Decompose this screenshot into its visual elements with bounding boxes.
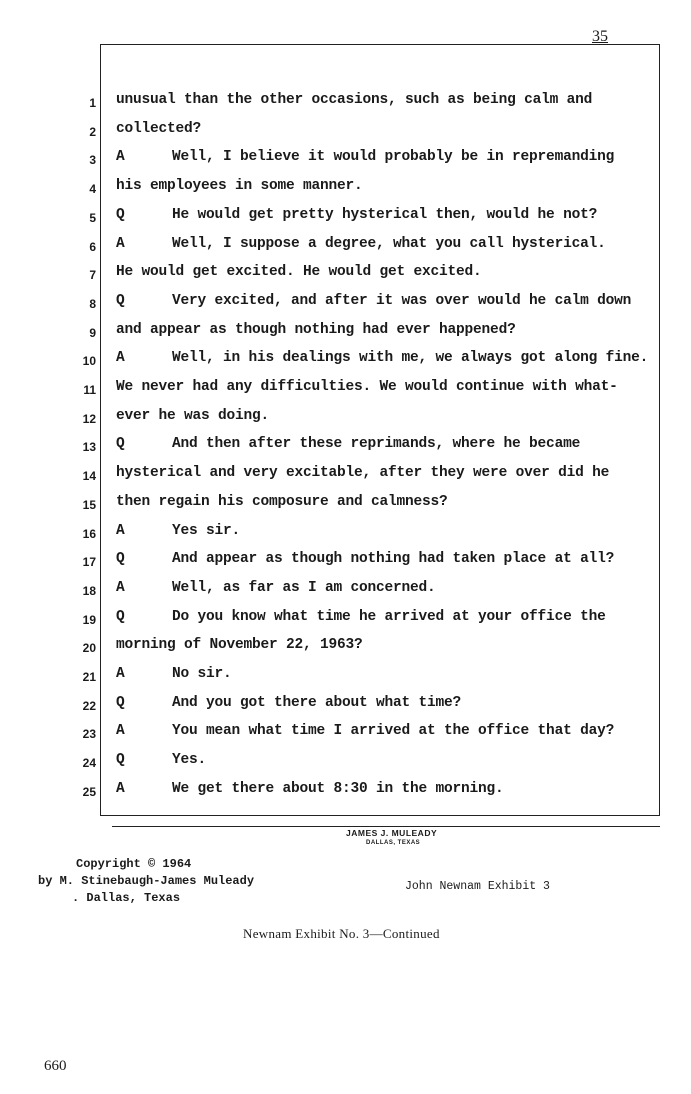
line-number: 12 [82, 411, 96, 426]
line-body: Yes sir. [172, 522, 241, 539]
line-number: 15 [82, 497, 96, 512]
transcript-line [70, 781, 655, 810]
exhibit-label: John Newnam Exhibit 3 [405, 880, 550, 893]
line-text [116, 379, 618, 395]
transcript-line [70, 637, 655, 666]
transcript-line [70, 379, 655, 408]
transcript-line [70, 523, 655, 552]
speaker-label: A [116, 723, 125, 740]
line-text [116, 121, 201, 137]
line-text [116, 178, 363, 194]
line-number: 21 [82, 670, 96, 684]
line-body: Do you know what time he arrived at your office the [172, 608, 606, 625]
line-text [116, 781, 504, 797]
line-body: hysterical and very excitable, after they were over did he [116, 465, 610, 482]
line-body: We get there about 8:30 in the morning. [172, 780, 504, 797]
line-number: 17 [82, 555, 96, 570]
line-text [116, 436, 580, 452]
line-text [116, 236, 606, 252]
line-number: 3 [89, 153, 96, 168]
transcript-line [70, 752, 655, 781]
speaker-label: A [116, 149, 125, 166]
line-text [116, 264, 482, 280]
transcript-bottom-rule [112, 826, 660, 827]
line-text [116, 580, 436, 596]
line-text [116, 149, 614, 165]
speaker-label: Q [116, 608, 125, 625]
speaker-label: Q [116, 436, 125, 453]
speaker-label: A [116, 579, 125, 596]
transcript-line [70, 408, 655, 437]
line-body: And appear as though nothing had taken place at all? [172, 551, 615, 568]
line-body: morning of November 22, 1963? [116, 637, 363, 654]
copyright-line: . Dallas, Texas [72, 891, 181, 905]
line-text [116, 207, 597, 223]
transcript-line [70, 580, 655, 609]
folio: 660 [44, 1058, 67, 1074]
line-body: Well, I believe it would probably be in repremanding [172, 149, 615, 166]
transcript-line [70, 264, 655, 293]
speaker-label: A [116, 780, 125, 797]
transcript-line [70, 494, 655, 523]
speaker-label: A [116, 350, 125, 367]
line-body: his employees in some manner. [116, 178, 363, 195]
line-text [116, 695, 461, 711]
transcript-line [70, 666, 655, 695]
transcript-line [70, 723, 655, 752]
speaker-label: A [116, 235, 125, 252]
copyright-line: by M. Stinebaugh-James Muleady [38, 874, 255, 888]
line-text [116, 666, 232, 682]
transcript-line [70, 551, 655, 580]
line-number: 10 [82, 354, 96, 369]
transcript-line [70, 236, 655, 265]
line-text [116, 408, 269, 424]
line-number: 13 [82, 440, 96, 455]
speaker-label: Q [116, 292, 125, 309]
transcript-line [70, 121, 655, 150]
line-body: unusual than the other occasions, such as being calm and [116, 92, 593, 108]
caption: Newnam Exhibit No. 3—Continued [243, 926, 440, 941]
line-text [116, 350, 648, 366]
line-number: 1 [89, 96, 96, 110]
speaker-label: Q [116, 206, 125, 223]
transcript-line [70, 436, 655, 465]
line-body: and appear as though nothing had ever happened? [116, 321, 516, 338]
line-text [116, 609, 606, 625]
line-number: 9 [89, 325, 96, 340]
line-number: 25 [82, 784, 96, 799]
reporter-city: DALLAS, TEXAS [366, 840, 421, 846]
line-number: 4 [89, 182, 96, 197]
transcript-line [70, 609, 655, 638]
line-body: Well, as far as I am concerned. [172, 579, 436, 596]
line-number: 2 [89, 124, 96, 139]
line-body: Well, in his dealings with me, we always got along fine. [172, 350, 649, 367]
line-text [116, 752, 206, 768]
line-body: ever he was doing. [116, 407, 270, 424]
line-body: You mean what time I arrived at the office that day? [172, 723, 615, 740]
line-text [116, 92, 592, 108]
line-number: 7 [89, 268, 96, 283]
line-number: 14 [82, 469, 96, 484]
line-body: Very excited, and after it was over would he calm down [172, 292, 632, 309]
transcript-line [70, 465, 655, 494]
transcript-line [70, 695, 655, 724]
speaker-label: Q [116, 551, 125, 568]
transcript-line [70, 322, 655, 351]
transcript-line [70, 178, 655, 207]
line-number: 5 [89, 210, 96, 225]
line-text [116, 523, 240, 539]
line-number: 22 [82, 698, 96, 713]
line-body: No sir. [172, 666, 232, 682]
transcript-line [70, 350, 655, 379]
transcript-line [70, 92, 655, 121]
line-number: 19 [82, 612, 96, 627]
transcript-line [70, 293, 655, 322]
line-text [116, 551, 614, 567]
line-body: And then after these reprimands, where he became [172, 436, 581, 453]
copyright-line: Copyright © 1964 [76, 857, 192, 871]
transcript-line [70, 149, 655, 178]
line-number: 11 [83, 383, 96, 397]
copyright-notice [38, 856, 254, 907]
line-text [116, 322, 516, 338]
page-number-top: 35 [592, 28, 608, 45]
line-text [116, 494, 448, 510]
line-number: 24 [82, 756, 96, 771]
line-body: then regain his composure and calmness? [116, 493, 448, 510]
line-body: Yes. [172, 752, 207, 769]
line-number: 23 [82, 727, 96, 742]
line-number: 18 [82, 583, 96, 598]
line-body: collected? [116, 120, 202, 137]
line-text [116, 723, 614, 739]
reporter-name: JAMES J. MULEADY [346, 828, 438, 838]
line-text [116, 293, 631, 309]
speaker-label: A [116, 522, 125, 539]
line-body: We never had any difficulties. We would continue with what- [116, 379, 618, 395]
line-body: Well, I suppose a degree, what you call hysterical. [172, 235, 606, 252]
line-number: 6 [89, 239, 96, 254]
speaker-label: Q [116, 752, 125, 769]
speaker-label: A [116, 666, 125, 682]
line-number: 16 [82, 526, 96, 541]
line-body: And you got there about what time? [172, 694, 462, 711]
transcript-line [70, 207, 655, 236]
line-number: 8 [89, 296, 96, 311]
speaker-label: Q [116, 694, 125, 711]
line-body: He would get pretty hysterical then, would he not? [172, 206, 598, 223]
line-body: He would get excited. He would get excited. [116, 264, 482, 281]
line-text [116, 465, 609, 481]
line-number: 20 [82, 641, 96, 656]
line-text [116, 637, 363, 653]
